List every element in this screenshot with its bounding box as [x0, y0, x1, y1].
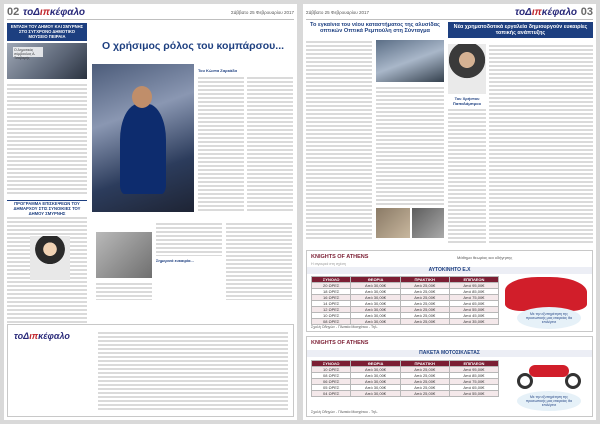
side-article-banner [7, 23, 87, 41]
main-article-headline: Ο χρήσιμος ρόλος του κομπάρσου... [101, 40, 285, 52]
ad-note: Μάθημα θεωρίας και οδήγησης [457, 255, 513, 260]
table-cell: Από 35,00€ [449, 319, 498, 325]
table-cell: Από 25,00€ [400, 301, 449, 307]
author-caption: Του Χρήστου Παπαλάμπρου [452, 96, 482, 106]
table-cell: Από 85,00€ [449, 289, 498, 295]
bottom-banner-text [98, 331, 288, 411]
table-row [312, 319, 499, 325]
table-cell: Από 95,00€ [449, 283, 498, 289]
main-article-caption: Σημερινά ευκαιρία... [156, 258, 194, 263]
main-article [92, 22, 294, 222]
car-table [311, 276, 499, 325]
ad-band-title: ΑΥΤΟΚΙΝΗΤΟ Ε.Χ [307, 267, 592, 274]
table-header-cell: ΣΥΝΟΛΟ [312, 361, 351, 367]
rugby-photo [92, 64, 194, 212]
table-cell: Από 85,00€ [449, 373, 498, 379]
car-illustration [505, 277, 587, 311]
table-cell: Από 25,00€ [400, 391, 449, 397]
funding-article [448, 22, 593, 246]
table-cell: Από 25,00€ [400, 367, 449, 373]
table-cell: Από 75,00€ [449, 379, 498, 385]
table-cell: Από 55,00€ [449, 307, 498, 313]
issue-date: Σάββατο 25 Φεβρουαρίου 2017 [306, 10, 369, 15]
table-cell: Από 30,00€ [351, 373, 400, 379]
side-article-photo [7, 43, 87, 79]
table-cell: 12 ΩΡΕΣ [312, 307, 351, 313]
table-cell: Από 30,00€ [351, 385, 400, 391]
table-header-cell: ΕΠΙΠΛΕΟΝ [449, 361, 498, 367]
table-cell: Από 25,00€ [400, 319, 449, 325]
table-cell: Από 30,00€ [351, 283, 400, 289]
ad-footer: Σχολή Οδηγών - Πλατεία Μοσχάτου - Τηλ. [311, 410, 378, 414]
car-price-table [311, 276, 499, 325]
table-header-cell: ΠΡΑΚΤΙΚΗ [400, 277, 449, 283]
driving-school-moto-ad [306, 336, 593, 417]
driving-school-car-ad [306, 250, 593, 332]
table-cell: Από 30,00€ [351, 307, 400, 313]
table-cell: Από 30,00€ [351, 301, 400, 307]
photo-overlay-text: Ο Δημοτικός σύμβουλος Α. Τσαβαρής [13, 47, 43, 57]
table-cell: 10 ΩΡΕΣ [312, 367, 351, 373]
table-cell: 10 ΩΡΕΣ [312, 313, 351, 319]
table-header-cell: ΘΕΩΡΙΑ [351, 277, 400, 283]
lower-article-headline: ΠΡΟΓΡΑΜΜΑ ΕΠΙΣΚΕΨΕΩΝ ΤΟΥ ΔΗΜΑΡΧΟΥ ΣΤΙΣ ΣΥΝΟΙΚΙΕΣ ΤΟΥ ΔΗΜΟΥ ΣΜΥΡΝΗΣ [7, 200, 87, 218]
table-cell: Από 30,00€ [351, 313, 400, 319]
right-page [303, 4, 596, 420]
ad-brand: KNIGHTS OF ATHENS [311, 340, 369, 346]
table-cell: Από 25,00€ [400, 307, 449, 313]
table-cell: Από 95,00€ [449, 367, 498, 373]
table-cell: Από 30,00€ [351, 289, 400, 295]
table-header-cell: ΠΡΑΚΤΙΚΗ [400, 361, 449, 367]
funding-article-col0 [448, 108, 486, 244]
table-cell: 16 ΩΡΕΣ [312, 295, 351, 301]
opticians-article [306, 22, 444, 246]
table-cell: 14 ΩΡΕΣ [312, 301, 351, 307]
opticians-article-headline: Το εγκαίνια του νέου καταστήματος της αλυσίδας οπτικών Οπτικά Ρεμπούλη στη Σύνταγμα [310, 22, 440, 35]
opticians-photo-2 [376, 208, 410, 238]
funding-article-col1 [489, 44, 593, 244]
table-cell: Από 25,00€ [400, 313, 449, 319]
portrait-photo [30, 236, 70, 280]
main-article-byline: Του Κώστα Ζαρκάδα [198, 68, 238, 73]
table-cell: Από 25,00€ [400, 373, 449, 379]
table-cell: 18 ΩΡΕΣ [312, 289, 351, 295]
table-cell: 06 ΩΡΕΣ [312, 379, 351, 385]
table-header-cell: ΣΥΝΟΛΟ [312, 277, 351, 283]
moto-price-table [311, 360, 499, 397]
main-article-col4 [226, 222, 292, 300]
opticians-photo-1 [376, 40, 444, 82]
table-row [312, 391, 499, 397]
author-photo [448, 44, 486, 94]
ad-footer: Σχολή Οδηγών - Πλατεία Μοσχάτου - Τηλ. [311, 325, 378, 329]
table-cell: Από 30,00€ [351, 319, 400, 325]
bottom-logo: τοΔιπκέφαλο [14, 331, 70, 341]
table-cell: 08 ΩΡΕΣ [312, 373, 351, 379]
table-cell: 05 ΩΡΕΣ [312, 385, 351, 391]
main-article-col2 [247, 76, 293, 212]
film-photo [96, 232, 152, 278]
main-article-col5 [96, 282, 152, 300]
right-page-header [306, 6, 593, 20]
opticians-photo-3 [412, 208, 444, 238]
table-cell: Από 30,00€ [351, 379, 400, 385]
table-header-cell: ΘΕΩΡΙΑ [351, 361, 400, 367]
table-cell: 04 ΩΡΕΣ [312, 391, 351, 397]
side-article-body [7, 83, 87, 195]
newspaper-logo: τοΔιπκέφαλο [23, 7, 86, 18]
left-page [4, 4, 297, 420]
ad-band-title: ΠΑΚΕΤΑ ΜΟΤΟΣΙΚΛΕΤΑΣ [307, 350, 592, 357]
table-cell: Από 30,00€ [351, 391, 400, 397]
ad-bubble: Με την εξυπηρέτηση της προσωπικής μας εταιρείας θα επιλέγετε [517, 391, 581, 411]
table-cell: Από 30,00€ [351, 295, 400, 301]
main-article-col3 [156, 222, 222, 256]
side-article-headline: ΕΝΤΑΣΗ ΤΟΥ ΔΗΜΟΥ ΚΑΙ ΣΜΥΡΝΗΣ ΣΤΟ ΣΥΓΧΡΟΝΟ ΔΗΜΟΤΙΚΟ ΜΟΥΣΕΙΟ ΠΕΙΡΑΙΑ [10, 24, 84, 39]
left-page-header [7, 6, 294, 20]
motorcycle-illustration [517, 359, 581, 389]
side-article [7, 23, 87, 195]
newspaper-logo: τοΔιπκέφαλο [514, 7, 577, 18]
page-number: 03 [580, 6, 593, 18]
opticians-article-col2 [376, 86, 444, 206]
table-cell: Από 25,00€ [400, 295, 449, 301]
issue-date: Σάββατο 25 Φεβρουαρίου 2017 [231, 10, 294, 15]
funding-article-headline: Νέα χρηματοδοτικά εργαλεία δημιουργούν ευκαιρίες τοπικής ανάπτυξης [453, 24, 588, 37]
moto-table [311, 360, 499, 397]
table-cell: Από 65,00€ [449, 301, 498, 307]
table-cell: Από 25,00€ [400, 289, 449, 295]
table-cell: Από 55,00€ [449, 391, 498, 397]
ad-bubble: Με την εξυπηρέτηση της προσωπικής μας εταιρείας θα επιλέγετε [517, 307, 581, 329]
page-number: 02 [7, 6, 20, 18]
ad-brand: KNIGHTS OF ATHENS [311, 254, 369, 260]
table-cell: Από 30,00€ [351, 367, 400, 373]
table-cell: Από 75,00€ [449, 295, 498, 301]
table-cell: Από 25,00€ [400, 283, 449, 289]
table-cell: Από 65,00€ [449, 385, 498, 391]
table-cell: 08 ΩΡΕΣ [312, 319, 351, 325]
ad-tagline: Η σιγουριά στη σχέση [311, 262, 346, 266]
table-cell: 20 ΩΡΕΣ [312, 283, 351, 289]
funding-article-banner [448, 22, 593, 38]
bottom-banner-ad [7, 324, 294, 417]
table-cell: Από 25,00€ [400, 385, 449, 391]
main-article-col1 [198, 76, 244, 212]
table-header-cell: ΕΠΙΠΛΕΟΝ [449, 277, 498, 283]
opticians-article-col1 [306, 40, 372, 240]
table-cell: Από 25,00€ [400, 379, 449, 385]
table-cell: Από 45,00€ [449, 313, 498, 319]
